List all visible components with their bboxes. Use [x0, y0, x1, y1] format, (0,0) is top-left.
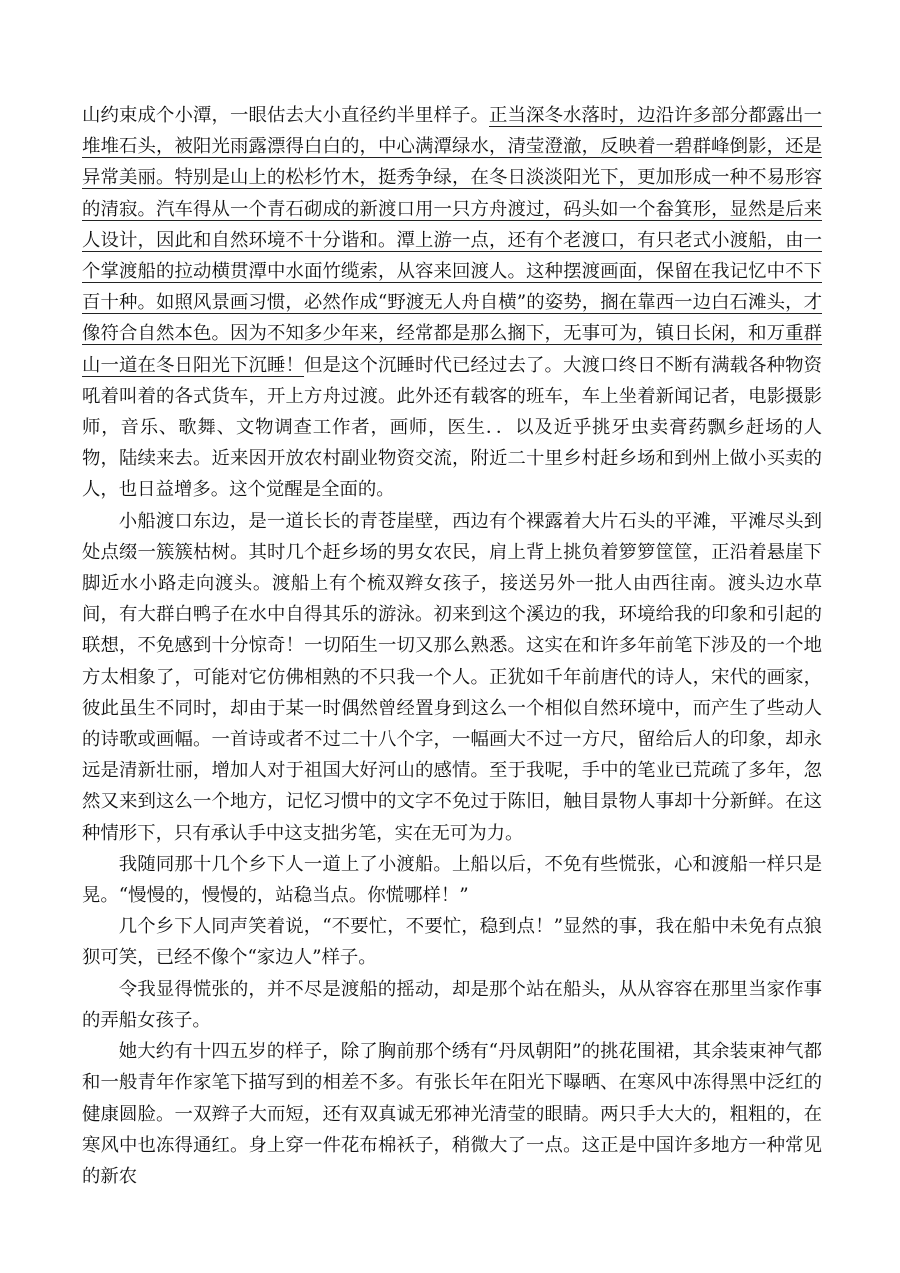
text-segment: 我随同那十几个乡下人一道上了小渡船。上船以后，不免有些慌张，心和渡船一样只是晃。“慢慢的，慢慢的，站稳当点。你慌哪样！”	[82, 853, 822, 907]
text-segment: 山约束成个小潭，一眼估去大小直径约半里样子。	[82, 105, 490, 126]
text-segment: 令我显得慌张的，并不尽是渡船的摇动，却是那个站在船头，从从容容在那里当家作事的弄船女孩子。	[82, 978, 822, 1031]
paragraph-2	[82, 506, 822, 849]
text-segment: 她大约有十四五岁的样子，除了胸前那个绣有“丹凤朝阳”的挑花围裙，其余装束神气都和一般青年作家笔下描写到的相差不多。有张长年在阳光下曝晒、在寒风中冻得黑中泛红的健康圆脸。一双辫子大而短，还有双真诚无邪神光清莹的眼睛。两只手大大的，粗粗的，在寒风中也冻得通红。身上穿一件花布棉袄子，稍微大了一点。这正是中国许多地方一种常见的新农	[82, 1041, 822, 1187]
paragraph-3	[82, 849, 822, 911]
paragraph-1	[82, 100, 822, 506]
document-body	[82, 100, 822, 1192]
underlined-passage: 正当深冬水落时，边沿许多部分都露出一堆堆石头，被阳光雨露漂得白白的，中心满潭绿水，清莹澄澈，反映着一碧群峰倒影，还是异常美丽。特别是山上的松杉竹木，挺秀争绿，在冬日淡淡阳光下，更加形成一种不易形容的清寂。汽车得从一个青石砌成的新渡口用一只方舟渡过，码头如一个畚箕形，显然是后来人设计，因此和自然环境不十分谐和。潭上游一点，还有个老渡口，有只老式小渡船，由一个掌渡船的拉动横贯潭中水面竹缆索，从容来回渡人。这种摆渡画面，保留在我记忆中不下百十种。如照风景画习惯，必然作成“野渡无人舟自横”的姿势，搁在靠西一边白石滩头，才像符合自然本色。因为不知多少年来，经常都是那么搁下，无事可为，镇日长闲，和万重群山一道在冬日阳光下沉睡！	[82, 105, 822, 376]
text-segment: 几个乡下人同声笑着说，“不要忙，不要忙，稳到点！”显然的事，我在船中未免有点狼狈可笑，已经不像个“家边人”样子。	[82, 916, 822, 969]
paragraph-6	[82, 1036, 822, 1192]
paragraph-4	[82, 911, 822, 973]
paragraph-5	[82, 974, 822, 1036]
text-segment: 但是这个沉睡时代已经过去了。大渡口终日不断有满载各种物资吼着叫着的各式货车，开上方舟过渡。此外还有载客的班车，车上坐着新闻记者，电影摄影师，音乐、歌舞、文物调查工作者，画师，医生．．以及近乎挑牙虫卖膏药飘乡赶场的人物，陆续来去。近来因开放农村副业物资交流，附近二十里乡村赶乡场和到州上做小买卖的人，也日益增多。这个觉醒是全面的。	[82, 354, 822, 501]
text-segment: 小船渡口东边，是一道长长的青苍崖壁，西边有个裸露着大片石头的平滩，平滩尽头到处点缀一簇簇枯树。其时几个赶乡场的男女农民，肩上背上挑负着箩箩筐筐，正沿着悬崖下脚近水小路走向渡头。渡船上有个梳双辫女孩子，接送另外一批人由西往南。渡头边水草间，有大群白鸭子在水中自得其乐的游泳。初来到这个溪边的我，环境给我的印象和引起的联想，不免感到十分惊奇！一切陌生一切又那么熟悉。这实在和许多年前笔下涉及的一个地方太相象了，可能对它仿佛相熟的不只我一个人。正犹如千年前唐代的诗人，宋代的画家，彼此虽生不同时，却由于某一时偶然曾经置身到这么一个相似自然环境中，而产生了些动人的诗歌或画幅。一首诗或者不过二十八个字，一幅画大不过一方尺，留给后人的印象，却永远是清新壮丽，增加人对于祖国大好河山的感情。至于我呢，手中的笔业已荒疏了多年，忽然又来到这么一个地方，记忆习惯中的文字不免过于陈旧，触目景物人事却十分新鲜。在这种情形下，只有承认手中这支拙劣笔，实在无可为力。	[82, 510, 822, 844]
